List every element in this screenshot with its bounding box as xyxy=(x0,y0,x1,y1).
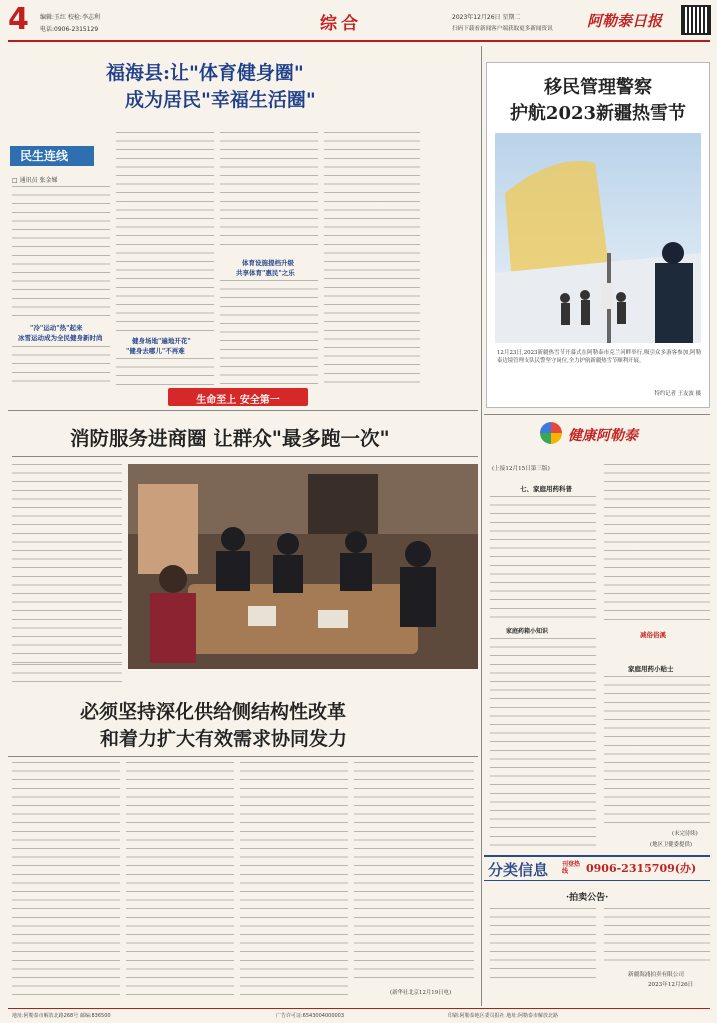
fire-label-text: 生命至上 安全第一 xyxy=(196,395,280,406)
section-title: 综合 xyxy=(320,14,362,34)
health-col-2-text xyxy=(604,464,710,624)
health-footer: (未完待续) xyxy=(672,831,698,837)
lead-column-3-text xyxy=(220,132,318,252)
phone-line: 电话:0906-2315129 xyxy=(40,26,99,33)
date-line: 2023年12月26日 星期二 xyxy=(452,14,521,21)
health-h1: 七、家庭用药科普 xyxy=(520,485,572,493)
column-separator xyxy=(481,46,482,1006)
auction-date: 2023年12月26日 xyxy=(648,982,694,988)
health-h2: 家庭药箱小知识 xyxy=(506,628,549,635)
lead-column-3b-text xyxy=(220,280,318,388)
health-brand: 健康阿勒泰 xyxy=(568,428,638,444)
fire-column-text-2 xyxy=(12,664,122,686)
classified-label: 分类信息 xyxy=(488,861,549,879)
classified-phone[interactable]: 0906-2315709(办) xyxy=(586,862,697,875)
health-h4: 减俗俗溪 xyxy=(640,631,666,639)
fire-photo xyxy=(128,464,478,669)
lead-sub-3: 体育设施提档升级 xyxy=(242,259,294,267)
qr-code-icon[interactable] xyxy=(681,5,711,35)
page-number: 4 xyxy=(8,2,29,37)
police-photo xyxy=(495,133,701,343)
lead-sub-2: 健身场地"遍地开花" xyxy=(132,337,191,345)
police-box xyxy=(486,62,710,408)
supply-source: (新华社北京12月19日电) xyxy=(390,990,452,996)
health-intro: (上接12月15日第三版) xyxy=(492,466,550,472)
police-photo-art xyxy=(495,133,701,343)
lead-column-1-text xyxy=(12,186,110,316)
health-banner xyxy=(540,420,690,448)
byline: □ 通讯员 张金娣 xyxy=(12,177,58,184)
fire-title-rule xyxy=(12,456,478,457)
lead-sub-1: "冷"运动"热"起来 xyxy=(30,324,83,332)
health-col-1b-text xyxy=(490,638,596,848)
lead-column-4-text xyxy=(324,132,420,388)
health-logo-icon xyxy=(540,422,562,444)
health-org: (地区卫健委提供) xyxy=(650,842,692,848)
classified-badge: 刊登热线 xyxy=(562,861,581,875)
footer-center: 广告许可证:6543004000003 xyxy=(276,1013,345,1019)
fire-label xyxy=(168,388,308,406)
paper-name: 阿勒泰日报 xyxy=(587,12,663,30)
lead-title-2: 成为居民"幸福生活圈" xyxy=(125,89,316,111)
lead-sub-3b: 共享体育"惠民"之乐 xyxy=(236,269,295,277)
lead-title-1: 福海县:让"体育健身圈" xyxy=(106,62,304,84)
supply-title-1: 必须坚持深化供给侧结构性改革 xyxy=(80,701,347,723)
health-h3: 家庭用药小贴士 xyxy=(628,665,674,673)
fire-photo-art xyxy=(128,464,478,669)
supply-col-2 xyxy=(126,762,234,996)
fire-column-text xyxy=(12,464,122,664)
fire-title: 消防服务进商圈 让群众"最多跑一次" xyxy=(70,427,390,450)
police-title-1: 移民管理警察 xyxy=(544,77,652,98)
lead-column-2-text xyxy=(116,132,214,332)
footer-rule xyxy=(8,1008,710,1009)
auction-title: ·拍卖公告· xyxy=(566,893,609,903)
auction-company: 新疆海浦拍卖有限公司 xyxy=(628,972,684,978)
supply-col-4 xyxy=(354,762,474,984)
auction-col-2 xyxy=(604,908,710,966)
lead-sub-2b: "健身去哪儿"不再难 xyxy=(126,347,185,355)
editor-line: 编辑:玉红 校检:李志利 xyxy=(40,14,100,21)
supply-title-2: 和着力扩大有效需求协同发力 xyxy=(100,728,348,750)
health-col-2b-text xyxy=(604,676,710,826)
masthead xyxy=(0,0,717,40)
column-tag xyxy=(10,146,94,166)
lead-column-2b-text xyxy=(116,358,214,388)
supply-rule xyxy=(8,756,478,757)
classified-bar xyxy=(484,855,710,881)
supply-col-3 xyxy=(240,762,348,996)
footer-right: 印刷:阿勒泰地区委员报社 地址:阿勒泰市解放北路 xyxy=(448,1013,558,1019)
police-title-2: 护航2023新疆热雪节 xyxy=(509,103,687,124)
divider-fire xyxy=(8,410,478,411)
auction-col-1 xyxy=(490,908,596,978)
column-tag-label: 民生连线 xyxy=(20,149,69,163)
supply-col-1 xyxy=(12,762,120,996)
masthead-rule xyxy=(8,40,710,42)
health-col-1-text xyxy=(490,496,596,621)
police-credit: 特约记者 王友波 摄 xyxy=(654,391,701,397)
lead-column-1b-text xyxy=(12,346,110,388)
lead-sub-1b: 冰雪运动成为全民健身新时尚 xyxy=(18,334,103,342)
police-caption: 12月23日,2023新疆热雪节开幕式在阿勒泰市克兰河畔举行,吸引众多游客参加,阿勒泰边境管理支队民警坚守岗位,全力护航新疆热雪节顺利开展。 xyxy=(497,350,701,365)
health-divider xyxy=(484,414,710,415)
qr-hint: 扫码下载看新闻客户端获取更多新闻资讯 xyxy=(452,26,553,32)
footer-left: 地址:阿勒泰市解放北路268号 邮编:836500 xyxy=(12,1013,111,1019)
